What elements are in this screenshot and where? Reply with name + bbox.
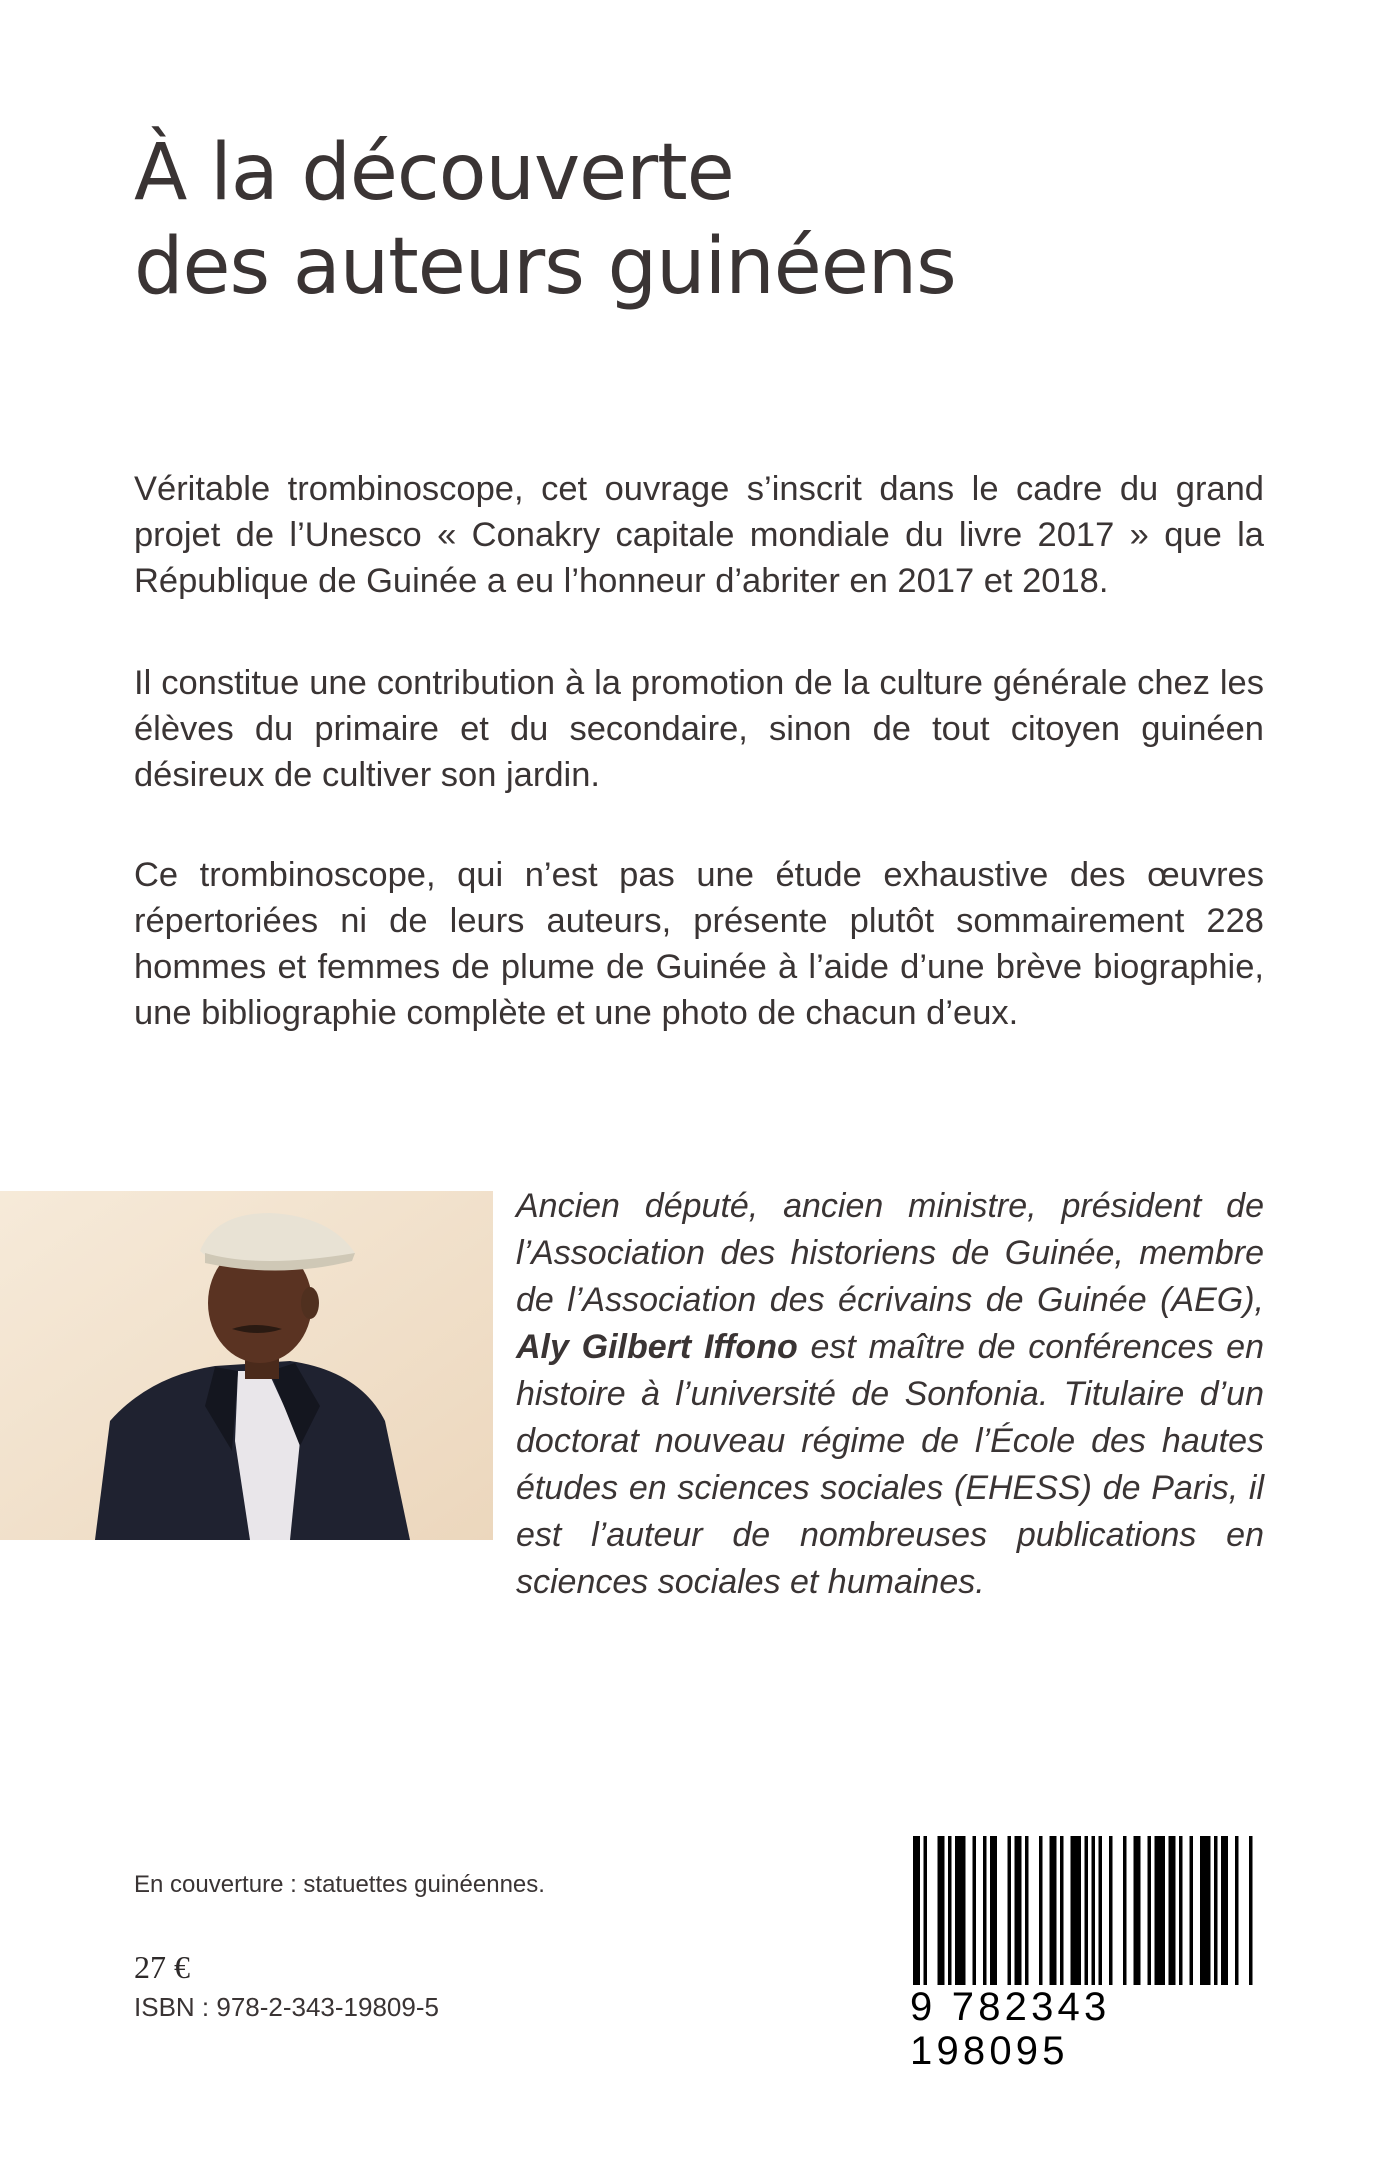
barcode-bar	[1099, 1836, 1103, 1986]
summary-paragraph-3: Ce trombinoscope, qui n’est pas une étude exhaustive des œuvres répertoriées ni de leurs auteurs, présente plutôt sommairement 228 hommes et femmes de plume de Guinée à l’aide d’une brève biographie, une bibliographie complète et une photo de chacun d’eux.	[134, 856, 1264, 1032]
price: 27 €	[134, 1949, 190, 1985]
barcode-bar	[1050, 1836, 1057, 1986]
barcode-bar	[948, 1836, 952, 1986]
barcode-bar	[913, 1836, 920, 1986]
barcode-bar	[1134, 1836, 1141, 1986]
summary-paragraph-1: Véritable trombinoscope, cet ouvrage s’inscrit dans le cadre du grand projet de l’Unesco « Conakry capitale mondiale du livre 2017 » que la République de Guinée a eu l’honneur d’abriter en 2017 et 2018.	[134, 470, 1264, 600]
barcode-bar	[1235, 1836, 1239, 1986]
barcode-bar	[1200, 1836, 1211, 1986]
barcode-bar	[1085, 1836, 1089, 1986]
barcode-bar	[1015, 1836, 1022, 1986]
barcode-bar	[1148, 1836, 1152, 1986]
summary-paragraph-2: Il constitue une contribution à la promotion de la culture générale chez les élèves du primaire et du secondaire, sinon de tout citoyen guinéen désireux de cultiver son jardin.	[134, 664, 1264, 794]
author-name: Aly Gilbert Iffono	[516, 1328, 798, 1366]
bio-text-after: est maître de conférences en histoire à l’université de Sonfonia. Titulaire d’un doctorat nouveau régime de l’École des hautes études en sciences sociales (EHESS) de Paris, il est l’auteur de nombreuses publications en sciences sociales et humaines.	[516, 1328, 1265, 1601]
barcode-bar	[983, 1836, 987, 1986]
barcode-bar	[1190, 1836, 1194, 1986]
title-line-1: À la découverte	[134, 128, 734, 218]
bio-text-before: Ancien député, ancien ministre, président de l’Association des historiens de Guinée, membre de l’Association des écrivains de Guinée (AEG),	[516, 1187, 1264, 1319]
author-photo	[0, 1191, 493, 1540]
isbn: ISBN : 978-2-343-19809-5	[134, 1992, 439, 2022]
barcode-bar	[1214, 1836, 1218, 1986]
barcode-bar	[1249, 1836, 1253, 1986]
barcode-bar	[1109, 1836, 1113, 1986]
barcode-bar	[924, 1836, 928, 1986]
cover-credit: En couverture : statuettes guinéennes.	[134, 1871, 545, 1898]
barcode-bar	[1169, 1836, 1176, 1986]
barcode-bar	[1025, 1836, 1029, 1986]
barcode-bar	[1179, 1836, 1183, 1986]
barcode-bar	[1060, 1836, 1064, 1986]
barcode-bar	[938, 1836, 945, 1986]
author-portrait-illustration	[0, 1191, 493, 1540]
author-biography	[516, 1183, 1264, 1606]
barcode-digits: 9 782343 198095	[910, 1985, 1266, 2073]
barcode-bar	[1071, 1836, 1082, 1986]
barcode-bar	[1092, 1836, 1096, 1986]
barcode-bar	[1155, 1836, 1166, 1986]
barcode-bar	[1039, 1836, 1043, 1986]
barcode-bar	[973, 1836, 977, 1986]
barcode-bar	[1008, 1836, 1012, 1986]
title-line-2: des auteurs guinéens	[134, 222, 956, 312]
barcode-bar	[955, 1836, 966, 1986]
barcode-bar	[1123, 1836, 1127, 1986]
barcode-bar	[990, 1836, 997, 1986]
book-title	[134, 126, 1284, 314]
barcode-bar	[1221, 1836, 1228, 1986]
